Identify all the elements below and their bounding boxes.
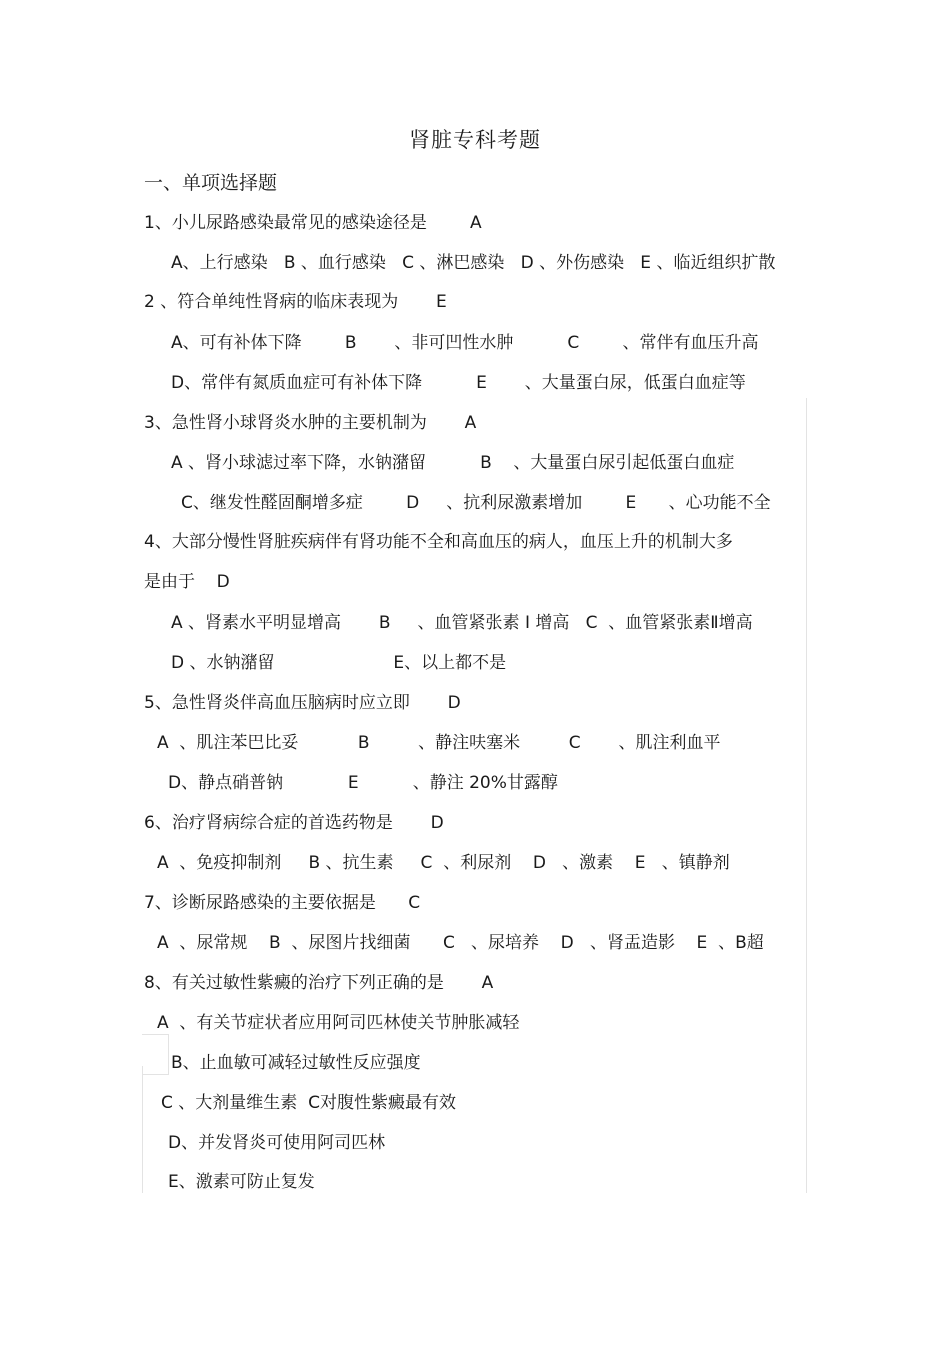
question-2: 2 、符合单纯性肾病的临床表现为 E	[144, 292, 447, 312]
question-3-options-a: A 、肾小球滤过率下降，水钠潴留 B 、大量蛋白尿引起低蛋白血症	[171, 453, 735, 473]
frame-notch-side	[168, 1034, 169, 1074]
question-3: 3、急性肾小球肾炎水肿的主要机制为 A	[144, 413, 477, 433]
question-4-options-b: D 、水钠潴留 E、以上都不是	[171, 653, 507, 673]
question-5-options-b: D、静点硝普钠 E 、静注 20%甘露醇	[168, 773, 558, 793]
question-4-continued: 是由于 D	[144, 572, 230, 592]
question-3-options-b: C、继发性醛固酮增多症 D 、抗利尿激素增加 E 、心功能不全	[181, 493, 771, 513]
question-6: 6、治疗肾病综合症的首选药物是 D	[144, 813, 444, 833]
section-heading: 一、单项选择题	[144, 172, 278, 194]
question-1: 1、小儿尿路感染最常见的感染途径是 A	[144, 213, 482, 233]
question-1-options: A、上行感染 B 、血行感染 C 、淋巴感染 D 、外伤感染 E 、临近组织扩散	[171, 253, 776, 273]
page-title: 肾脏专科考题	[409, 128, 541, 152]
frame-notch-bottom	[142, 1074, 169, 1075]
question-4: 4、大部分慢性肾脏疾病伴有肾功能不全和高血压的病人，血压上升的机制大多	[144, 532, 733, 552]
frame-notch-top	[142, 1034, 169, 1035]
question-8-option-d: D、并发肾炎可使用阿司匹林	[168, 1133, 386, 1153]
question-7: 7、诊断尿路感染的主要依据是 C	[144, 893, 421, 913]
question-2-options-b: D、常伴有氮质血症可有补体下降 E 、大量蛋白尿，低蛋白血症等	[171, 373, 746, 393]
question-5: 5、急性肾炎伴高血压脑病时应立即 D	[144, 693, 461, 713]
question-4-options-a: A 、肾素水平明显增高 B 、血管紧张素 Ⅰ 增高 C 、血管紧张素Ⅱ增高	[171, 613, 753, 633]
question-8-option-e: E、激素可防止复发	[168, 1172, 315, 1192]
page-frame-right-edge	[806, 398, 807, 1193]
question-6-options: A 、免疫抑制剂 B 、抗生素 C 、利尿剂 D 、激素 E 、镇静剂	[157, 853, 730, 873]
page-frame-left-edge	[142, 1066, 143, 1193]
question-8-option-a: A 、有关节症状者应用阿司匹林使关节肿胀减轻	[157, 1013, 520, 1033]
question-8-option-b: B、止血敏可减轻过敏性反应强度	[171, 1053, 421, 1073]
question-8-option-c: C 、大剂量维生素 C对腹性紫癜最有效	[161, 1093, 456, 1113]
question-2-options-a: A、可有补体下降 B 、非可凹性水肿 C 、常伴有血压升高	[171, 333, 759, 353]
question-8: 8、有关过敏性紫癜的治疗下列正确的是 A	[144, 973, 494, 993]
question-7-options: A 、尿常规 B 、尿图片找细菌 C 、尿培养 D 、肾盂造影 E 、B超	[157, 933, 764, 953]
question-5-options-a: A 、肌注苯巴比妥 B 、静注呋塞米 C 、肌注利血平	[157, 733, 721, 753]
